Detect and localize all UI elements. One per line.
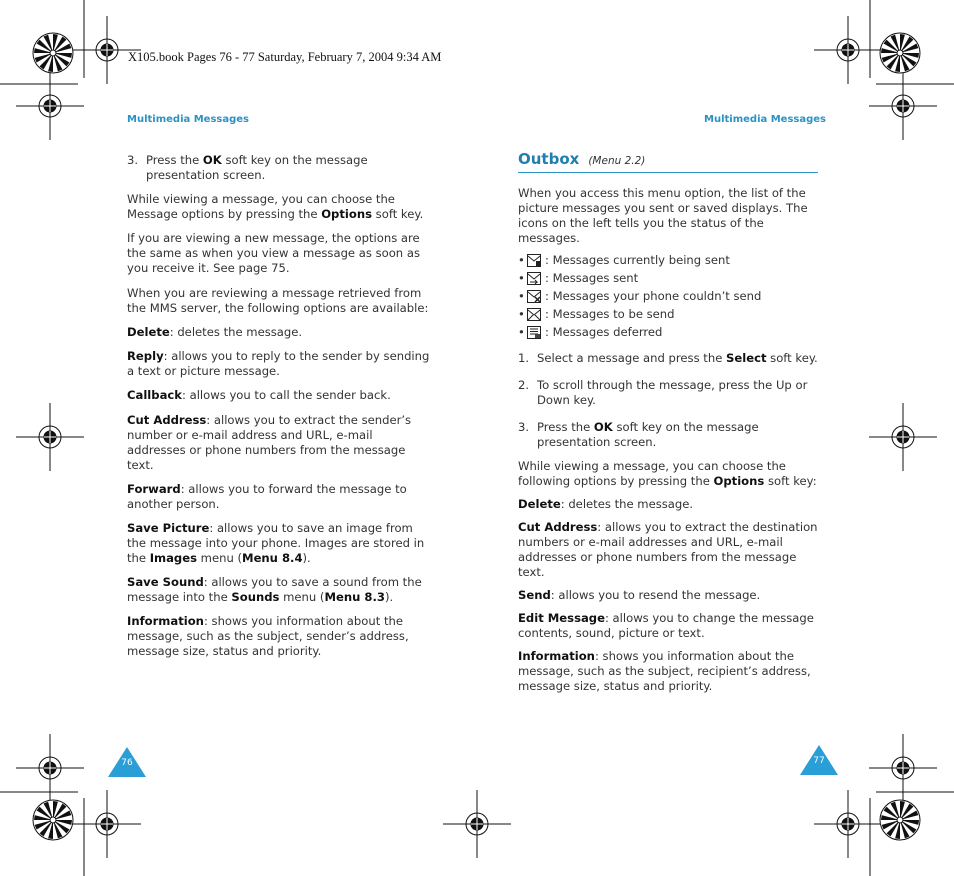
list-item: • : Messages your phone couldn’t send: [518, 288, 762, 303]
star-target: [33, 800, 73, 840]
list-item: • : Messages to be send: [518, 306, 675, 321]
option-send: Send: allows you to resend the message.: [518, 588, 761, 602]
page-number-right: 77: [800, 745, 838, 775]
option-information: Information: shows you information about the message, such as the subject, recipient’s address, message size, status and priority.: [518, 649, 811, 693]
pending-envelope-icon: [527, 308, 541, 321]
print-slug: X105.book Pages 76 - 77 Saturday, February 7, 2004 9:34 AM: [128, 50, 442, 64]
menu-reference: (Menu 2.2): [588, 155, 646, 167]
registration-crosshair: [443, 790, 511, 858]
section-title: Outbox: [518, 150, 580, 168]
status-icon-list: [518, 251, 818, 341]
sending-envelope-icon: [527, 254, 541, 267]
right-page-body: [518, 152, 818, 694]
step-2: 2. To scroll through the message, press the Up or Down key.: [518, 378, 808, 407]
new-message-paragraph: If you are viewing a new message, the options are the same as when you view a message as soon as you receive it. See page 75.: [127, 231, 420, 275]
option-reply: Reply: allows you to reply to the sender by sending a text or picture message.: [127, 349, 430, 378]
star-target: [33, 33, 73, 73]
sent-envelope-icon: [527, 272, 541, 285]
list-item: • : Messages sent: [518, 270, 639, 285]
mms-server-paragraph: When you are reviewing a message retrieved from the MMS server, the following options are available:: [127, 286, 429, 315]
outbox-intro: When you access this menu option, the list of the picture messages you sent or saved displays. The icons on the left tells you the status of the messages.: [518, 186, 808, 245]
step-3: 3. Press the OK soft key on the message presentation screen.: [518, 420, 759, 449]
step-3: 3. Press the OK soft key on the message presentation screen.: [127, 153, 368, 182]
star-target: [880, 33, 920, 73]
running-head-right: Multimedia Messages: [704, 114, 827, 125]
list-item: • : Messages currently being sent: [518, 252, 730, 267]
registration-crosshair: [869, 72, 937, 140]
failed-envelope-icon: [527, 290, 541, 303]
option-callback: Callback: allows you to call the sender back.: [127, 388, 391, 402]
option-save-picture: Save Picture: allows you to save an image from the message into your phone. Images are stored in the Images menu (Menu 8.4).: [127, 521, 425, 565]
option-forward: Forward: allows you to forward the message to another person.: [127, 482, 407, 511]
step-number: 3.: [127, 153, 139, 167]
section-heading: [518, 152, 818, 173]
registration-crosshair: [869, 403, 937, 471]
page-number-left: 76: [108, 747, 146, 777]
option-save-sound: Save Sound: allows you to save a sound from the message into the Sounds menu (Menu 8.3).: [127, 575, 422, 604]
option-delete: Delete: deletes the message.: [518, 497, 694, 511]
option-cut-address: Cut Address: allows you to extract the sender’s number or e-mail address and URL, e-mail addresses or phone numbers from the message text.: [127, 413, 412, 472]
registration-crosshair: [16, 403, 84, 471]
options-paragraph: While viewing a message, you can choose the Message options by pressing the Options soft key.: [127, 192, 424, 221]
running-head-left: Multimedia Messages: [127, 114, 250, 125]
star-target: [880, 800, 920, 840]
step-1: 1. Select a message and press the Select soft key.: [518, 351, 818, 365]
registration-crosshair: [16, 72, 84, 140]
deferred-message-icon: [527, 326, 541, 339]
list-item: • : Messages deferred: [518, 324, 663, 339]
registration-crosshair: [73, 790, 141, 858]
option-delete: Delete: deletes the message.: [127, 325, 303, 339]
option-cut-address: Cut Address: allows you to extract the destination numbers or e-mail addresses and URL, e-mail addresses or phone numbers from the message text.: [518, 520, 818, 579]
options-paragraph: While viewing a message, you can choose the following options by pressing the Options soft key:: [518, 459, 817, 488]
registration-crosshair: [814, 16, 882, 84]
registration-crosshair: [814, 790, 882, 858]
option-edit-message: Edit Message: allows you to change the message contents, sound, picture or text.: [518, 611, 814, 640]
option-information: Information: shows you information about the message, such as the subject, sender’s address, message size, status and priority.: [127, 614, 409, 658]
left-page-body: [127, 153, 432, 659]
